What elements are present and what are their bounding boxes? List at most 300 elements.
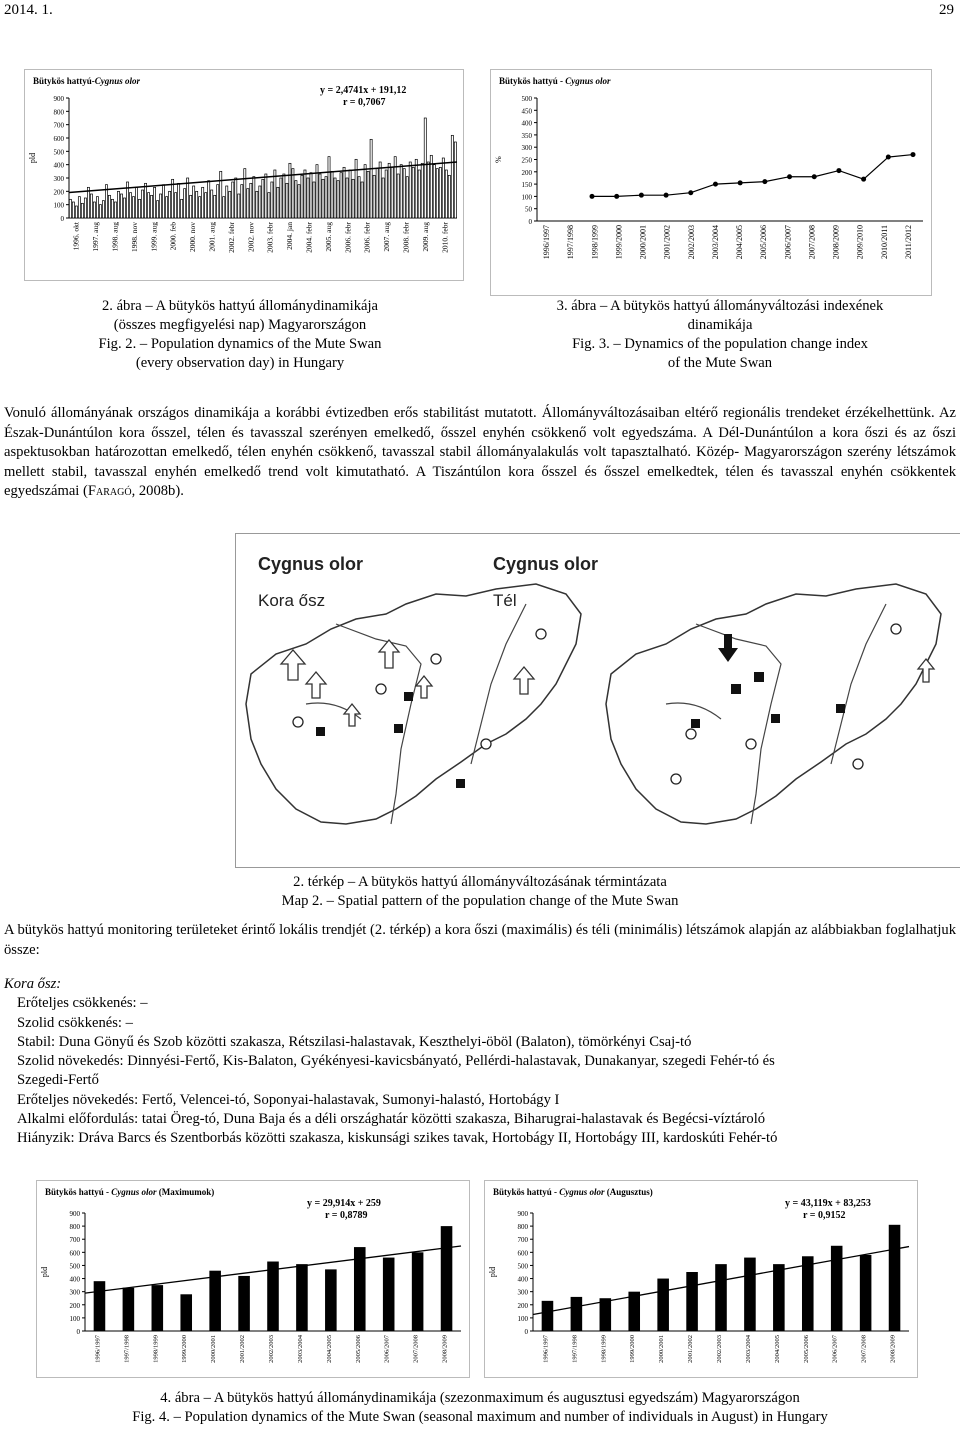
paragraph-2: A bütykös hattyú monitoring területeket érintő lokális trendjét (2. térkép) a kora őszi (maximális) és téli (minimális) létszámok alapján az alábbiakban foglalhatjuk össze: [4,922,956,958]
series-line [592,155,913,197]
chart-title: Bütykös hattyú-Cygnus olor [33,76,141,86]
x-tick-label: 2000/2001 [210,1335,218,1363]
data-bar [744,1258,756,1331]
data-bar [232,182,234,218]
data-bar [166,197,168,218]
data-bar [271,182,273,218]
data-bar [238,1276,250,1331]
data-bar [364,165,366,218]
fig2-chart-svg [25,70,463,280]
x-tick-label: 2006/2007 [383,1335,391,1363]
right-map-group [493,554,941,824]
data-bar [205,193,207,218]
data-bar [391,167,393,218]
data-bar [436,169,438,218]
data-point [911,152,916,157]
x-tick-label: 1997/1998 [123,1335,131,1363]
data-bar [307,178,309,218]
x-tick-label: 2000/2001 [658,1335,666,1363]
x-tick-label: 1998/1999 [152,1335,160,1363]
trend-r: r = 0,7067 [343,97,386,108]
fig4-caption-en: Fig. 4. – Population dynamics of the Mute Swan (seasonal maximum and number of individuals in August) in Hungary [132,1409,828,1425]
trend-list [4,975,956,1149]
data-bar [571,1297,583,1331]
data-bar [69,199,71,218]
data-bar [346,178,348,218]
data-bar [154,187,156,218]
y-tick-label: 400 [53,161,64,170]
data-bar [325,1269,337,1331]
y-tick-label: 100 [69,1314,80,1323]
y-tick-label: 250 [521,156,532,165]
x-tick-label: 2006/2007 [831,1335,839,1363]
data-point [812,174,817,179]
data-bar [75,206,77,218]
data-point [614,194,619,199]
data-bar [135,187,137,218]
paragraph-1 [4,404,956,502]
map-right-subtitle: Tél [493,591,517,610]
x-tick-label: 2009. aug [420,222,430,252]
data-bar [111,199,113,218]
data-bar [238,194,240,218]
data-point [787,174,792,179]
y-tick-label: 100 [517,1314,528,1323]
fig2-caption-en-2: (every observation day) in Hungary [135,355,345,371]
fig2-caption-en-1: Fig. 2. – Population dynamics of the Mute Swan [98,336,382,352]
data-bar [292,169,294,218]
data-bar [123,1288,135,1331]
data-bar [304,170,306,218]
fig4a-chart [36,1180,470,1378]
map-svg [236,534,960,867]
fig3-caption-hu-2: dinamikája [687,317,753,333]
balaton-right [666,703,721,719]
x-tick-label: 2000. feb [168,222,178,251]
data-bar [445,170,447,218]
data-bar [274,170,276,218]
y-tick-label: 300 [517,1288,528,1297]
data-bar [686,1272,698,1331]
data-bar [454,142,456,218]
data-bar [283,174,285,218]
fig3-caption [480,297,960,373]
data-bar [199,197,201,218]
data-bar [217,185,219,218]
data-point [738,180,743,185]
hungary-outline-right [606,584,941,824]
x-tick-label: 1997. aug [91,222,101,252]
data-bar [94,1281,106,1331]
x-tick-label: 2009/2010 [855,225,865,260]
y-tick-label: 0 [76,1328,80,1336]
x-tick-label: 2001. aug [207,222,217,252]
y-tick-label: 500 [53,148,64,157]
y-tick-label: 800 [517,1223,528,1232]
data-bar [406,177,408,218]
data-bar [388,163,390,218]
y-tick-label: 300 [53,175,64,183]
y-tick-label: 900 [517,1210,528,1218]
y-tick-label: 0 [528,218,532,226]
map-caption [0,873,960,911]
data-bar [208,181,210,218]
y-tick-label: 100 [53,201,64,210]
y-tick-label: 500 [517,1262,528,1271]
data-bar [256,191,258,218]
data-bar [250,183,252,218]
fig4b-chart [484,1180,918,1378]
data-bar [331,171,333,218]
data-bar [334,178,336,218]
x-tick-label: 2002. nov [246,221,256,252]
fig3-caption-en-2: of the Mute Swan [667,355,773,371]
trend-r: r = 0,9152 [803,1210,846,1221]
data-bar [301,175,303,218]
x-tick-label: 2004/2005 [325,1335,333,1363]
x-tick-label: 2005/2006 [759,225,769,260]
data-bar [280,178,282,218]
x-tick-label: 1996/1997 [542,1335,550,1363]
y-tick-label: 200 [521,168,532,177]
data-bar [424,118,426,218]
data-bar [262,179,264,218]
x-tick-label: 2003. febr [265,222,275,253]
data-bar [361,182,363,218]
data-bar [418,170,420,218]
map-left-subtitle: Kora ősz [258,591,326,610]
y-tick-label: 50 [525,205,532,214]
y-axis-label: pld [488,1266,497,1278]
data-bar [412,167,414,218]
data-bar [132,197,134,218]
data-bar [144,183,146,218]
data-bar [286,183,288,218]
data-bar [367,171,369,218]
data-point [861,177,866,182]
y-tick-label: 400 [521,119,532,128]
x-tick-label: 2004/2005 [735,225,745,260]
data-bar [220,171,222,218]
x-tick-label: 2007/2008 [860,1335,868,1363]
x-tick-label: 2008/2009 [889,1335,897,1363]
y-tick-label: 400 [517,1275,528,1284]
y-tick-label: 450 [521,107,532,116]
x-tick-label: 2008/2009 [831,225,841,260]
data-bar [157,201,159,218]
data-bar [235,178,237,218]
data-bar [120,194,122,218]
up-arrow-icon [281,640,534,726]
y-tick-label: 100 [521,193,532,202]
x-tick-label: 2005/2006 [802,1335,810,1363]
data-bar [379,162,381,218]
data-bar [78,197,80,218]
data-point [762,179,767,184]
data-bar [138,199,140,218]
chart-title: Bütykös hattyú - Cygnus olor (Maximumok) [45,1187,215,1197]
data-bar [108,195,110,218]
fig2-chart [24,69,464,281]
data-bar [376,169,378,218]
data-bar [267,1262,279,1331]
x-tick-label: 2000/2001 [638,225,648,260]
x-tick-label: 2002/2003 [716,1335,723,1363]
circle-marker-icon [671,624,901,784]
data-bar [412,1252,424,1331]
list-item-continuation: Szegedi-Fertő [17,1072,99,1089]
data-bar [343,167,345,218]
list-item: Szolid csökkenés: – [17,1014,133,1031]
fig2-caption-hu-2: (összes megfigyelési nap) Magyarországon [113,317,367,333]
list-item: Erőteljes növekedés: Fertő, Velencei-tó, Soponyai-halastavak, Sumonyi-halastó, Hortobágy I [17,1091,560,1108]
x-tick-label: 1996. okt [71,222,81,251]
y-tick-label: 300 [521,144,532,153]
x-tick-label: 2004/2005 [773,1335,781,1363]
x-tick-label: 2010/2011 [879,225,889,259]
danube-right [696,624,781,824]
x-tick-label: 1999/2000 [614,225,624,260]
data-bar [313,182,315,218]
x-tick-label: 2011/2012 [903,225,913,259]
x-tick-label: 1999. aug [149,222,159,252]
data-bar [802,1256,814,1331]
data-bar [657,1279,669,1331]
data-bar [439,167,441,218]
x-tick-label: 2000. nov [188,222,198,252]
y-tick-label: 800 [53,108,64,117]
data-bar [715,1264,727,1331]
fig3-chart-svg [491,70,931,295]
x-tick-label: 1999/2000 [181,1335,189,1363]
data-bar [277,187,279,218]
data-bar [87,187,89,218]
data-bar [190,195,192,218]
list-item: Erőteljes csökkenés: – [17,995,148,1012]
data-bar [114,202,116,218]
x-tick-label: 2003/2004 [744,1335,752,1363]
x-tick-label: 2001/2002 [662,225,672,260]
data-bar [214,195,216,218]
fig4-caption-hu: 4. ábra – A bütykös hattyú állománydinamikája (szezonmaximum és augusztusi egyedszám) Magyarországon [160,1390,800,1406]
data-bar [383,1258,395,1331]
data-bar [241,185,243,218]
fig4-caption [0,1389,960,1427]
y-tick-label: 200 [517,1301,528,1310]
x-tick-label: 2006. febr [362,222,372,253]
data-bar [409,162,411,218]
y-tick-label: 0 [60,215,64,223]
data-bar [442,158,444,218]
y-axis-label: % [494,156,503,163]
data-bar [117,191,119,218]
y-tick-label: 350 [521,131,532,140]
x-tick-label: 1998/1999 [590,225,600,260]
y-tick-label: 700 [53,121,64,130]
data-bar [209,1271,221,1331]
x-tick-label: 2002/2003 [686,225,696,260]
x-tick-label: 1998. aug [110,222,120,252]
map-caption-hu: 2. térkép – A bütykös hattyú állományváltozásának términtázata [293,874,667,890]
x-tick-label: 1998/1999 [600,1335,608,1363]
y-tick-label: 700 [69,1236,80,1245]
data-bar [773,1264,785,1331]
data-bar [129,193,131,218]
map-caption-en: Map 2. – Spatial pattern of the population change of the Mute Swan [281,893,679,909]
data-bar [319,174,321,218]
map-right-title: Cygnus olor [493,554,599,574]
x-tick-label: 2001/2002 [687,1335,695,1363]
data-bar [99,205,101,218]
fig3-caption-en-1: Fig. 3. – Dynamics of the population change index [572,336,868,352]
list-item: Szolid növekedés: Dinnyési-Fertő, Kis-Balaton, Gyékényesi-kavicsbányató, Pellérdi-halastavak, Dunakanyar, szegedi Fehér-tó és [17,1053,775,1070]
data-bar [289,163,291,218]
data-bar [202,187,204,218]
data-point [886,155,891,160]
data-bar [373,175,375,218]
data-point [639,193,644,198]
data-bar [181,199,183,218]
data-bar [385,170,387,218]
chart-title: Bütykös hattyú - Cygnus olor (Augusztus) [493,1187,653,1197]
map-2 [235,533,960,868]
data-bar [427,162,429,218]
data-bar [102,201,104,218]
trend-equation: y = 43,119x + 83,253 [785,1198,871,1209]
data-bar [295,181,297,218]
data-bar [394,157,396,218]
paragraph-1-end: , 2008b). [131,483,184,499]
y-tick-label: 600 [517,1249,528,1258]
fig3-caption-hu-1: 3. ábra – A bütykös hattyú állományváltozási indexének [556,298,884,314]
data-bar [448,175,450,218]
data-bar [310,173,312,218]
data-bar [268,193,270,218]
data-bar [180,1294,192,1331]
x-tick-label: 2006/2007 [783,225,793,260]
data-bar [152,1285,164,1331]
list-item: Stabil: Duna Gönyű és Szob közötti szakasza, Rétszilasi-halastavak, Keszthelyi-öböl (Balaton), tömörkényi Csaj-tó [17,1033,692,1050]
y-axis-label: pld [28,152,37,164]
data-bar [265,174,267,218]
list-title: Kora ősz: [4,976,62,992]
x-tick-label: 2008/2009 [441,1335,449,1363]
data-bar [229,191,231,218]
y-tick-label: 800 [69,1223,80,1232]
x-tick-label: 2006. febr [343,222,353,253]
data-bar [322,179,324,218]
y-tick-label: 200 [53,188,64,197]
data-bar [421,163,423,218]
data-bar [259,186,261,218]
list-item: Alkalmi előfordulás: tatai Öreg-tó, Duna Baja és a déli országhatár közötti szakasza, Biharugrai-halastavak és Begécsi-víztároló [17,1111,766,1128]
data-bar [400,165,402,218]
data-point [664,193,669,198]
trend-equation: y = 29,914x + 259 [307,1198,381,1209]
data-bar [193,186,195,218]
data-bar [397,174,399,218]
list-item: Hiányzik: Dráva Barcs és Szentborbás közötti szakasza, kiskunsági szikes tavak, Hortobágy II, Hortobágy III, kardoskúti Fehér-tó [17,1130,778,1147]
data-bar [600,1298,612,1331]
data-bar [211,190,213,218]
x-tick-label: 2007/2008 [807,225,817,260]
x-tick-label: 2005/2006 [354,1335,362,1363]
y-axis-label: pld [40,1266,49,1278]
data-bar [178,183,180,218]
data-bar [328,157,330,218]
y-tick-label: 300 [69,1288,80,1297]
fig4a-chart-svg [37,1181,469,1377]
x-tick-label: 2007/2008 [412,1335,420,1363]
data-bar [151,195,153,218]
data-bar [542,1301,554,1331]
y-tick-label: 600 [69,1249,80,1258]
data-bar [169,191,171,218]
data-bar [226,186,228,218]
tisza-left [471,604,526,764]
data-bar [355,159,357,218]
data-bar [244,169,246,218]
fig3-chart [490,69,932,296]
y-tick-label: 600 [53,135,64,143]
data-bar [337,181,339,218]
data-bar [349,170,351,218]
x-tick-label: 2003/2004 [296,1335,304,1363]
data-bar [441,1226,453,1331]
data-bar [403,169,405,218]
y-tick-label: 400 [69,1275,80,1284]
data-bar [370,139,372,218]
x-tick-label: 2007. aug [382,222,392,252]
x-tick-label: 1996/1997 [94,1335,102,1363]
paragraph-1-text: Vonuló állományának országos dinamikája a korábbi évtizedben erős stabilitást mutatott. Állományváltozásaiban eltérő regionális trendeket érzékelhettünk. Az Észak-Dunántúlon kora ősszel, télen és tavasszal szerényen emelkedő, ősszel enyhén csökkenő volt egyedszáma. A Dél-Dunántúlon a kora őszi és az őszi aspektusokban határozottan emelkedő, télen enyhén csökkenő, tavasszal stabil állományalakulás volt tapasztalható. Közép- Magyarországon szerény létszámok mellett stabil, tavasszal enyhén emelkedő trend volt kimutatható. A Tiszántúlon kora ősszel és ősszel emelkedtek, télen és tavasszal enyhén csökkentek egyedszámai ( [4,405,956,499]
fig4b-chart-svg [485,1181,917,1377]
data-bar [196,191,198,218]
data-bar [340,173,342,218]
x-tick-label: 2010. febr [440,222,450,253]
x-tick-label: 1996/1997 [542,225,552,260]
data-bar [296,1264,308,1331]
page-date: 2014. 1. [4,2,53,18]
data-bar [325,177,327,218]
trend-r: r = 0,8789 [325,1210,368,1221]
x-tick-label: 1999/2000 [629,1335,637,1363]
chart-title: Bütykös hattyú - Cygnus olor [499,76,611,86]
author-citation: Faragó [87,483,132,499]
x-tick-label: 2002/2003 [268,1335,275,1363]
y-tick-label: 700 [517,1236,528,1245]
x-tick-label: 2004. jan [285,222,295,250]
x-tick-label: 2008. febr [401,222,411,253]
data-point [836,168,841,173]
trend-equation: y = 2,4741x + 191,12 [320,85,407,96]
data-bar [141,190,143,218]
data-point [713,182,718,187]
y-tick-label: 200 [69,1301,80,1310]
up-arrow-icon [918,659,934,682]
tisza-right [831,604,886,764]
data-bar [163,185,165,218]
data-bar [253,177,255,218]
data-bar [451,135,453,218]
circle-marker-icon [293,629,546,749]
x-tick-label: 2004. febr [304,222,314,253]
fig2-caption [0,297,480,373]
data-bar [223,197,225,218]
data-bar [860,1255,872,1331]
data-bar [247,189,249,218]
data-bar [298,185,300,218]
